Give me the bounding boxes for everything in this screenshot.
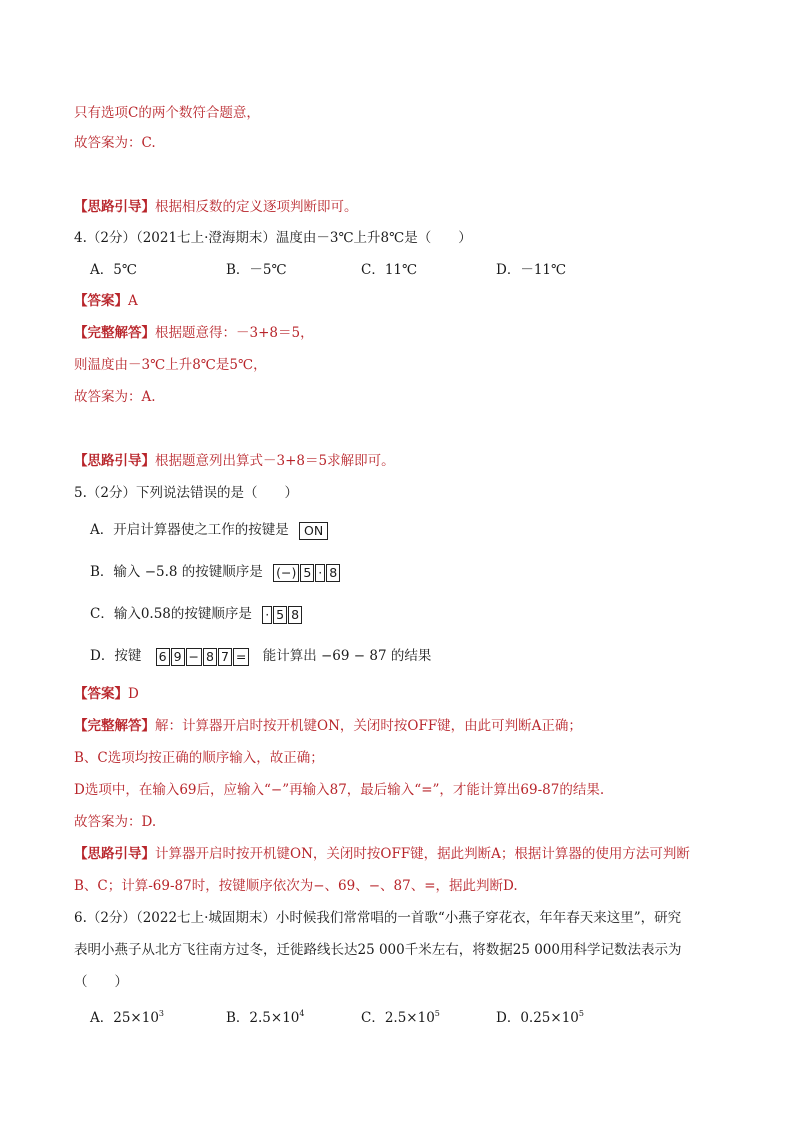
q5-answer-label: 【答案】 bbox=[74, 686, 128, 702]
key-negative: (−) bbox=[273, 564, 299, 582]
q5-solution-line-3: D选项中，在输入69后，应输入“−”再输入87，最后输入“=”，才能计算出69-87的结果. bbox=[74, 782, 605, 798]
key-9: 9 bbox=[171, 648, 185, 666]
q5-option-d-keys bbox=[156, 647, 251, 666]
q6-option-b bbox=[226, 1005, 304, 1027]
q5-hint-label: 【思路引导】 bbox=[74, 846, 155, 862]
q5-option-c bbox=[90, 605, 303, 624]
q4-answer-label: 【答案】 bbox=[74, 293, 128, 309]
prev-line-2: 故答案为：C. bbox=[74, 135, 156, 151]
q6-option-c-base: C．2.5×10 bbox=[361, 1010, 435, 1026]
q5-solution-line-4: 故答案为：D. bbox=[74, 814, 157, 830]
q4-option-c: C．11℃ bbox=[361, 262, 418, 278]
hint-3-text: 根据相反数的定义逐项判断即可。 bbox=[155, 199, 358, 215]
q4-solution-text: 根据题意得：－3+8＝5， bbox=[155, 325, 314, 341]
q5-option-c-text: C．输入0.58的按键顺序是 bbox=[90, 606, 252, 622]
q5-option-c-keys bbox=[262, 605, 303, 624]
q5-stem: 5.（2分）下列说法错误的是（ ） bbox=[74, 485, 298, 501]
key-7: 7 bbox=[218, 648, 232, 666]
q6-option-d-base: D．0.25×10 bbox=[496, 1010, 579, 1026]
key-point: · bbox=[262, 606, 272, 624]
hint-3 bbox=[74, 198, 358, 216]
q4-option-a: A．5℃ bbox=[90, 262, 137, 278]
q5-option-a-keys bbox=[299, 521, 329, 540]
q6-option-a-base: A．25×10 bbox=[90, 1010, 159, 1026]
key-minus: − bbox=[186, 648, 202, 666]
q5-answer bbox=[74, 685, 139, 703]
key-point: · bbox=[315, 564, 325, 582]
q5-solution-text: 解：计算器开启时按开机键ON，关闭时按OFF键，由此可判断A正确； bbox=[155, 718, 582, 734]
q5-option-b-keys bbox=[273, 563, 341, 582]
q5-solution bbox=[74, 717, 582, 735]
key-8: 8 bbox=[203, 648, 217, 666]
q5-option-b bbox=[90, 563, 341, 582]
q5-hint-text-1: 计算器开启时按开机键ON，关闭时按OFF键，据此判断A；根据计算器的使用方法可判断 bbox=[155, 846, 690, 862]
q6-stem-1: 6.（2分）（2022七上·城固期末）小时候我们常常唱的一首歌“小燕子穿花衣，年年春天来这里”，研究 bbox=[74, 910, 682, 926]
q5-hint bbox=[74, 845, 690, 863]
q4-solution-line-3: 故答案为：A. bbox=[74, 389, 156, 405]
q4-solution-label: 【完整解答】 bbox=[74, 325, 155, 341]
q4-hint-label: 【思路引导】 bbox=[74, 453, 155, 469]
hint-3-label: 【思路引导】 bbox=[74, 199, 155, 215]
key-8: 8 bbox=[288, 606, 302, 624]
key-on: ON bbox=[299, 522, 328, 540]
q5-option-d-tail: 能计算出 −69 − 87 的结果 bbox=[262, 648, 432, 664]
key-equals: = bbox=[233, 648, 249, 666]
q4-hint-text: 根据题意列出算式－3+8＝5求解即可。 bbox=[155, 453, 395, 469]
key-8: 8 bbox=[326, 564, 340, 582]
q6-option-b-base: B．2.5×10 bbox=[226, 1010, 300, 1026]
key-6: 6 bbox=[156, 648, 170, 666]
key-5: 5 bbox=[300, 564, 314, 582]
prev-line-1: 只有选项C的两个数符合题意， bbox=[74, 105, 260, 121]
q5-option-d-text: D．按键 bbox=[90, 648, 142, 664]
q6-option-a-exp: 3 bbox=[158, 1009, 165, 1018]
q4-answer bbox=[74, 292, 138, 310]
q6-option-a bbox=[90, 1005, 164, 1027]
q6-option-c bbox=[361, 1005, 440, 1027]
q5-solution-line-2: B、C选项均按正确的顺序输入，故正确； bbox=[74, 750, 324, 766]
q6-option-d-exp: 5 bbox=[578, 1009, 584, 1018]
q6-option-b-exp: 4 bbox=[299, 1009, 305, 1018]
q6-option-c-exp: 5 bbox=[434, 1009, 440, 1018]
q4-solution-line-2: 则温度由－3℃上升8℃是5℃， bbox=[74, 357, 267, 373]
q6-option-d bbox=[496, 1005, 584, 1027]
q5-answer-value: D bbox=[128, 686, 139, 702]
q4-option-b: B．－5℃ bbox=[226, 262, 287, 278]
q6-stem-2: 表明小燕子从北方飞往南方过冬，迁徙路线长达25 000千米左右，将数据25 000用科学记数法表示为 bbox=[74, 942, 682, 958]
q4-hint bbox=[74, 452, 395, 470]
q4-solution bbox=[74, 324, 314, 342]
q5-option-a bbox=[90, 521, 329, 540]
q5-option-a-text: A．开启计算器使之工作的按键是 bbox=[90, 522, 289, 538]
q6-stem-3: （ ） bbox=[74, 974, 128, 990]
key-5: 5 bbox=[273, 606, 287, 624]
q5-hint-line-2: B、C；计算-69-87时，按键顺序依次为−、69、−、87、=，据此判断D. bbox=[74, 878, 518, 894]
q4-stem: 4.（2分）（2021七上·澄海期末）温度由－3℃上升8℃是（ ） bbox=[74, 230, 472, 246]
q4-answer-value: A bbox=[128, 293, 138, 309]
q5-solution-label: 【完整解答】 bbox=[74, 718, 155, 734]
q5-option-d bbox=[90, 647, 431, 666]
q4-option-d: D．－11℃ bbox=[496, 262, 567, 278]
q5-option-b-text: B．输入 −5.8 的按键顺序是 bbox=[90, 564, 263, 580]
